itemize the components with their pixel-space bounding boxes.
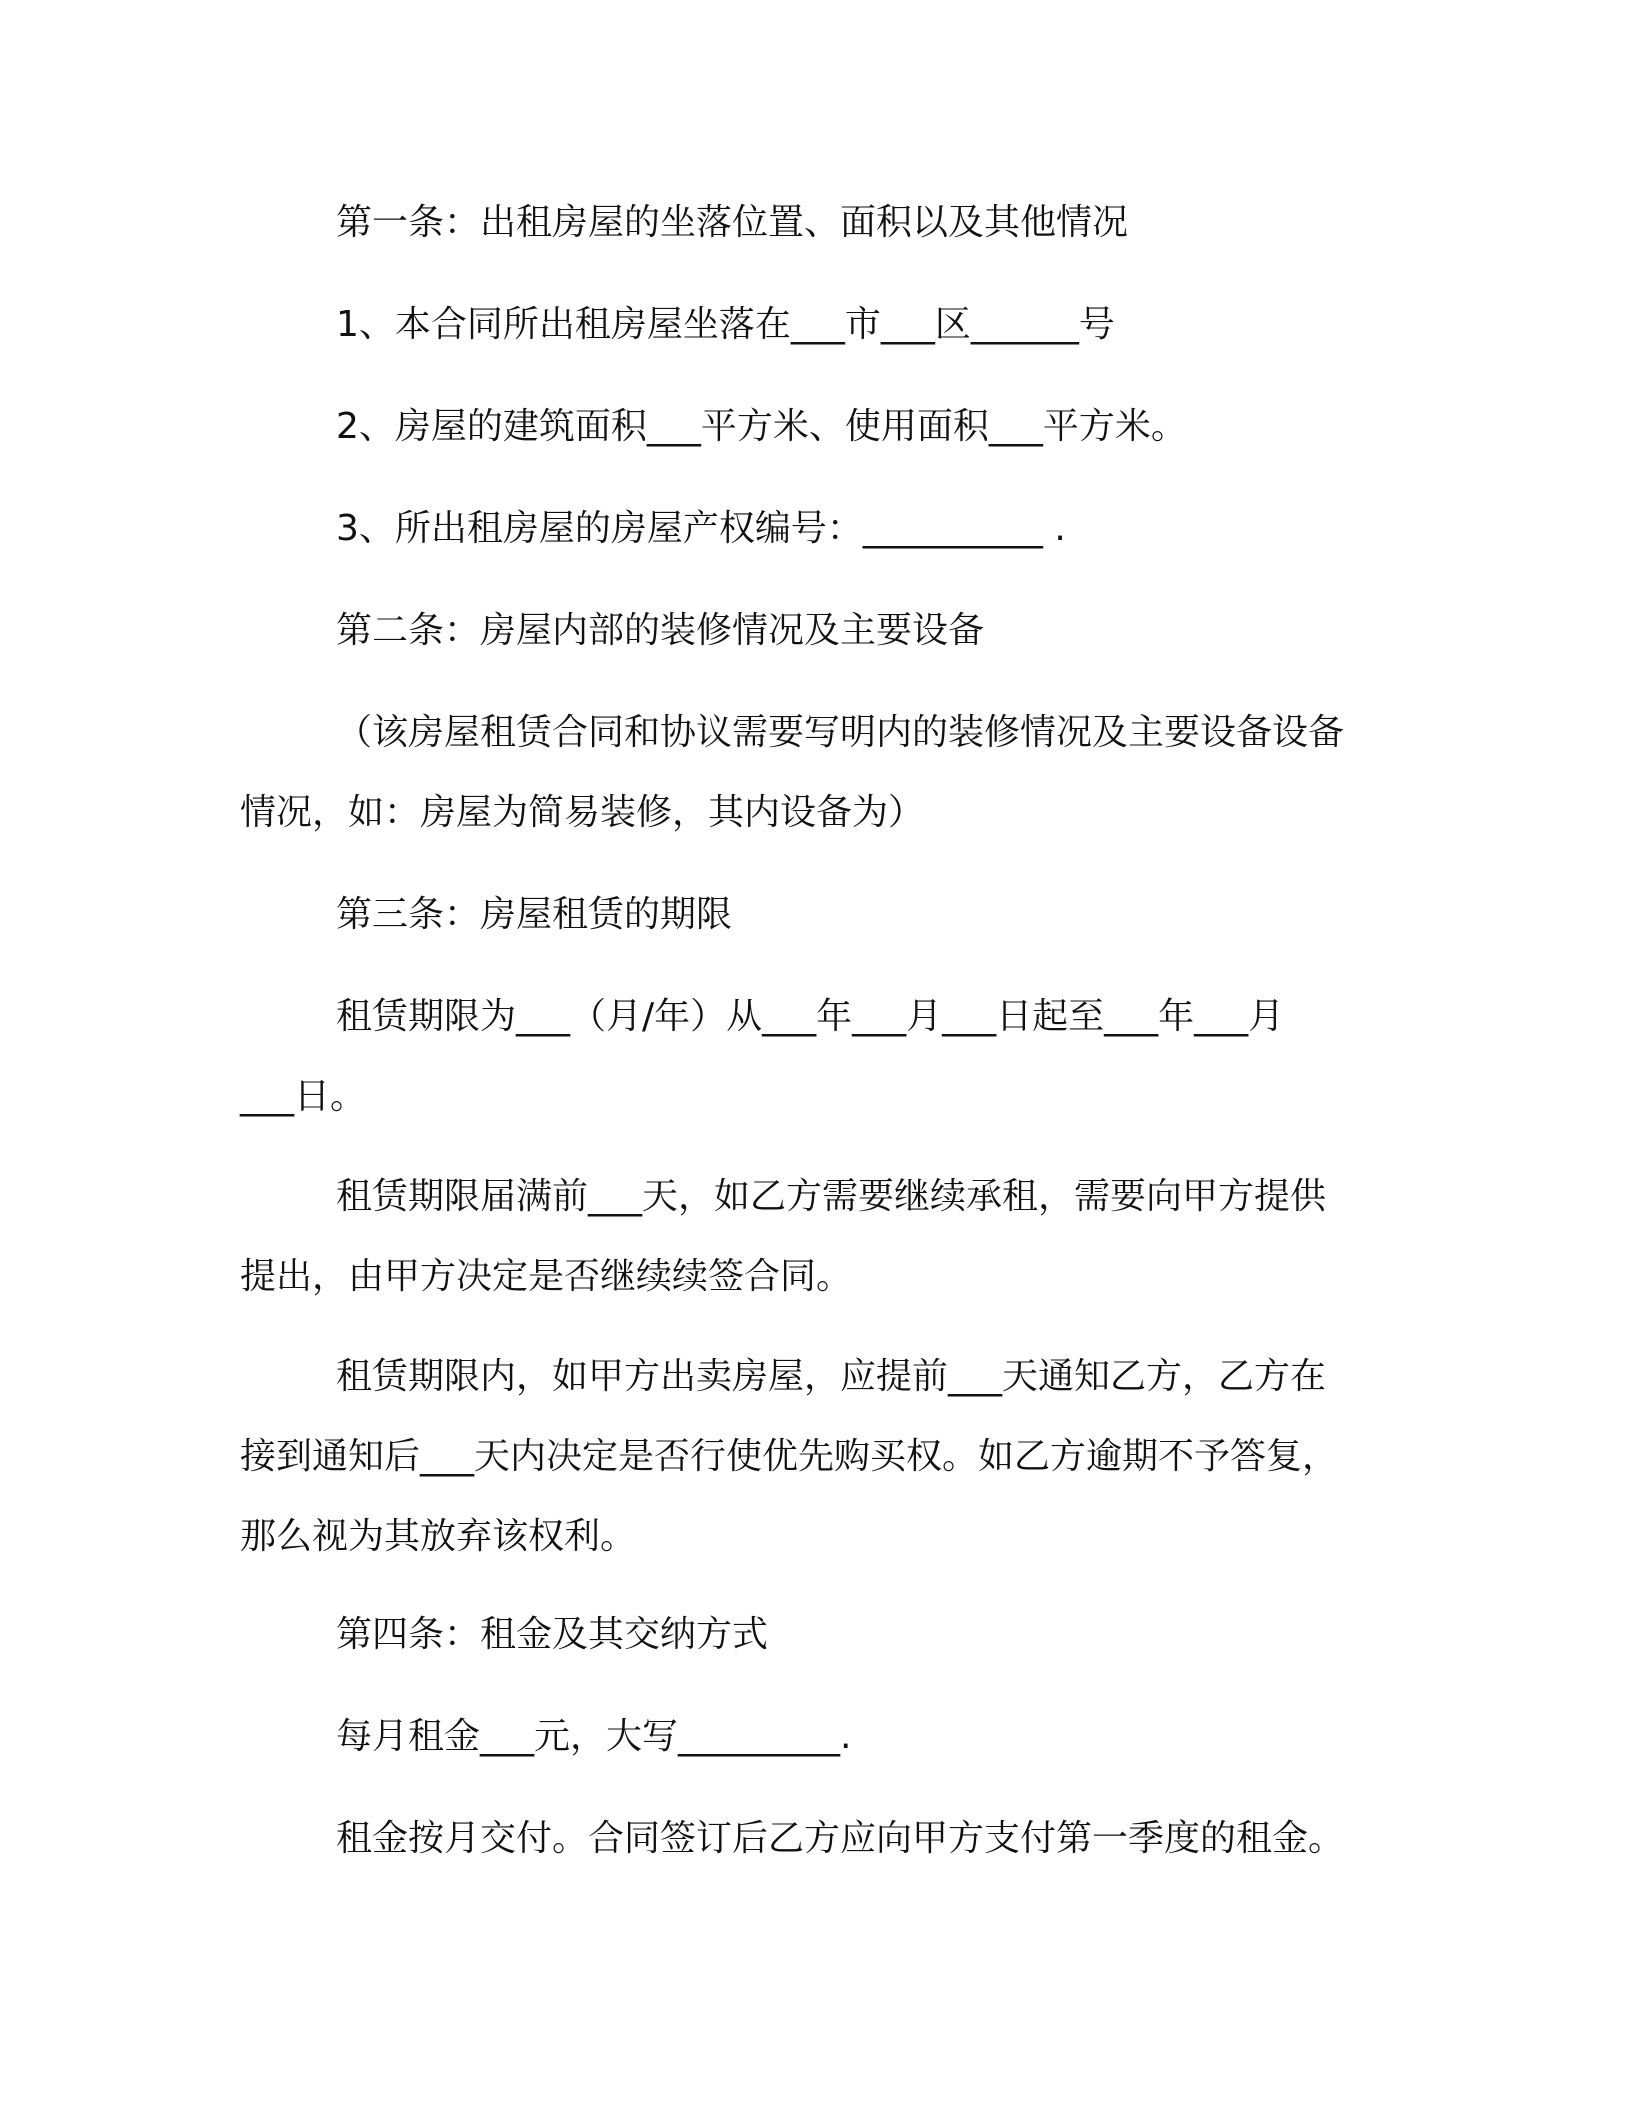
text-line: 情况，如：房屋为简易装修，其内设备为） (240, 792, 925, 833)
article-3-sale (240, 1337, 1380, 1577)
article-2-heading (240, 591, 1380, 671)
text-line: 第二条：房屋内部的装修情况及主要设备 (336, 610, 985, 651)
text-line: （该房屋租赁合同和协议需要写明内的装修情况及主要设备设备 (336, 712, 1345, 753)
article-4-heading (240, 1595, 1380, 1675)
text-line: 租金按月交付。合同签订后乙方应向甲方支付第一季度的租金。 (336, 1818, 1345, 1859)
article-1-heading (240, 183, 1380, 263)
text-line: 每月租金___元，大写_________. (336, 1716, 852, 1757)
article-3-term (240, 977, 1380, 1137)
article-1-item-1 (240, 285, 1380, 365)
text-line: 2、房屋的建筑面积___平方米、使用面积___平方米。 (336, 406, 1187, 447)
article-1-item-2 (240, 387, 1380, 467)
text-line: 接到通知后___天内决定是否行使优先购买权。如乙方逾期不予答复， (240, 1436, 1339, 1477)
article-1-item-3 (240, 489, 1380, 569)
text-line: 第四条：租金及其交纳方式 (336, 1614, 769, 1655)
text-line: ___日。 (240, 1076, 367, 1117)
text-line: 那么视为其放弃该权利。 (240, 1516, 637, 1557)
text-line: 第三条：房屋租赁的期限 (336, 894, 733, 935)
text-line: 第一条：出租房屋的坐落位置、面积以及其他情况 (336, 202, 1129, 243)
article-3-heading (240, 875, 1380, 955)
article-3-renewal (240, 1157, 1380, 1317)
text-line: 租赁期限内，如甲方出卖房屋，应提前___天通知乙方，乙方在 (336, 1356, 1327, 1397)
text-line: 提出，由甲方决定是否继续续签合同。 (240, 1256, 853, 1297)
text-line: 3、所出租房屋的房屋产权编号：__________ . (336, 508, 1066, 549)
text-line: 租赁期限为___（月/年）从___年___月___日起至___年___月 (336, 996, 1285, 1037)
article-2-note (240, 693, 1380, 853)
article-4-rent (240, 1697, 1380, 1777)
article-4-payment (240, 1799, 1380, 1879)
text-line: 租赁期限届满前___天，如乙方需要继续承租，需要向甲方提供 (336, 1176, 1327, 1217)
text-line: 1、本合同所出租房屋坐落在___市___区______号 (336, 304, 1115, 345)
